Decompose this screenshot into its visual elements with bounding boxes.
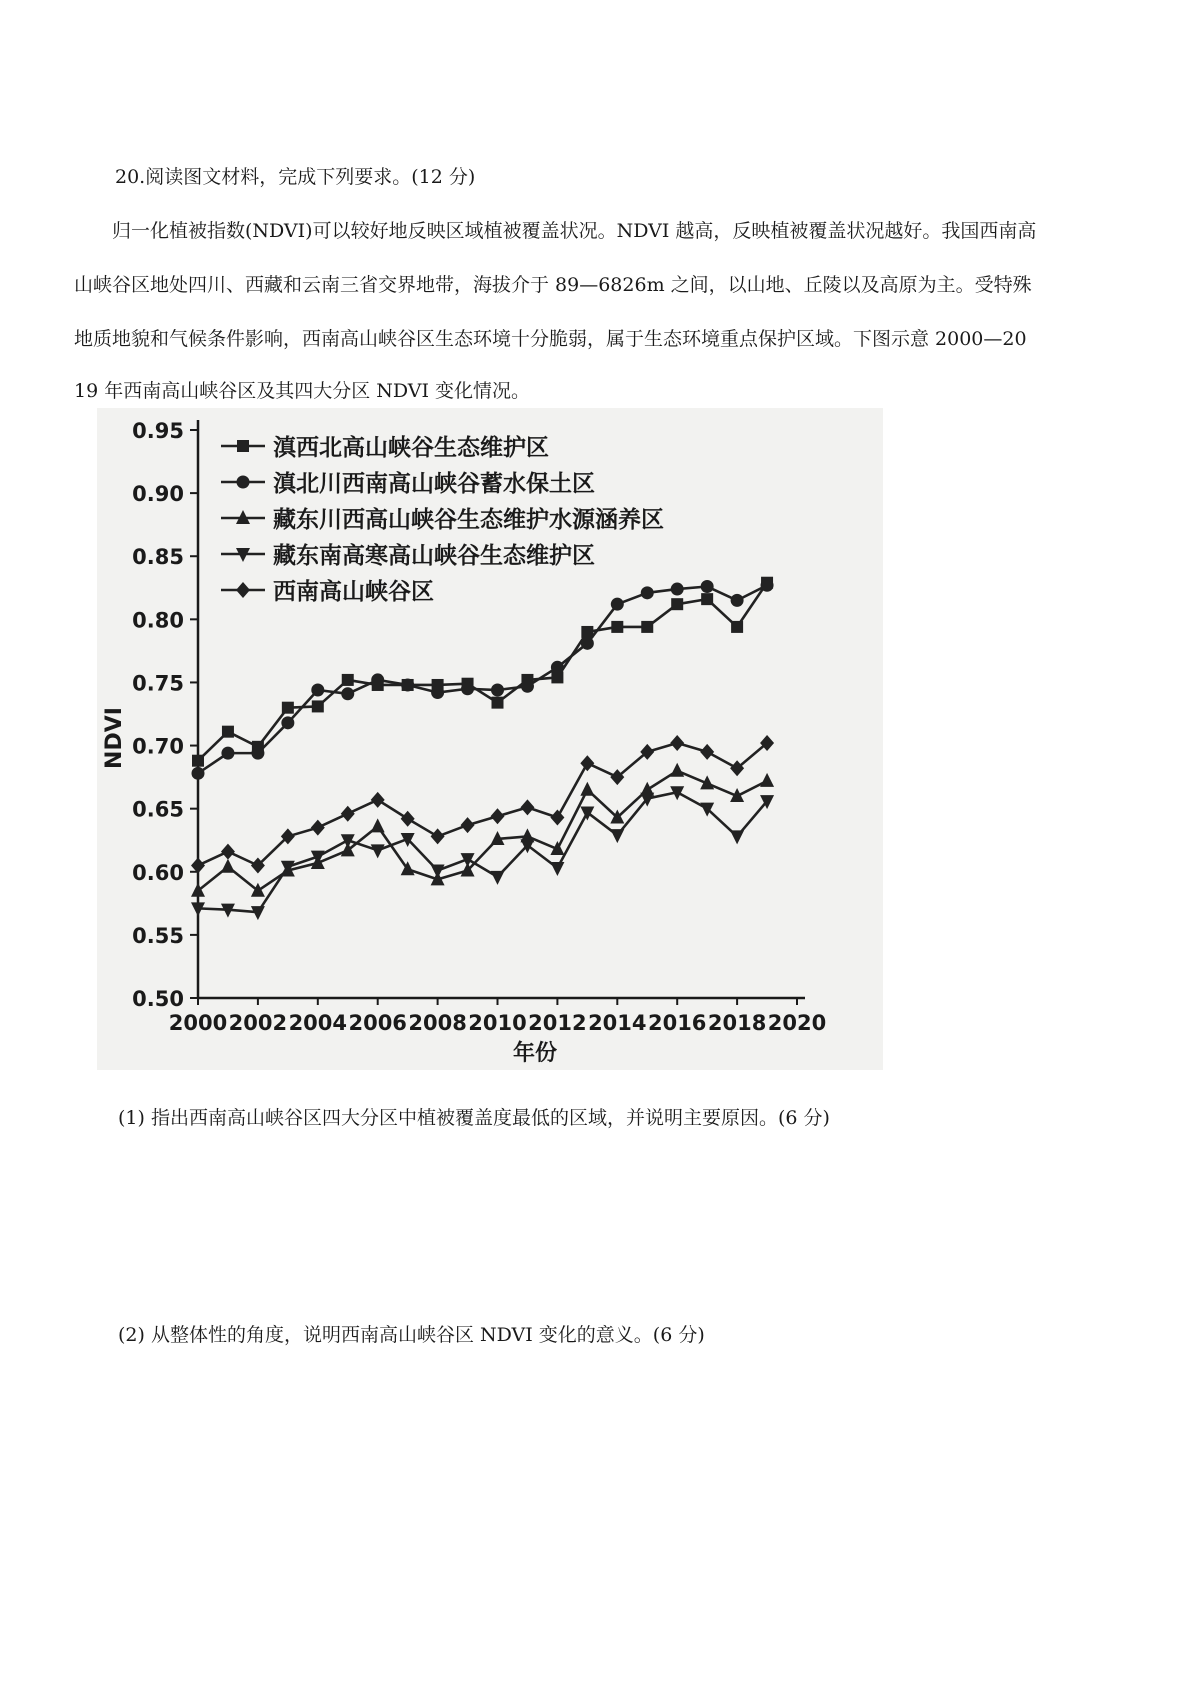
series-4-point: [550, 862, 564, 876]
series-4-point: [371, 844, 385, 858]
x-tick-label: 2016: [647, 1011, 707, 1035]
series-1-point: [492, 697, 504, 709]
y-tick-label: 0.50: [132, 987, 184, 1011]
series-3-point: [221, 859, 235, 873]
y-tick-label: 0.70: [132, 734, 184, 759]
legend-marker-2: [237, 476, 250, 489]
x-tick-label: 2010: [468, 1011, 527, 1035]
x-tick-label: 2012: [528, 1011, 587, 1035]
series-2-point: [551, 661, 564, 674]
y-tick-label: 0.80: [132, 608, 184, 633]
series-1-point: [701, 593, 713, 605]
series-4-point: [491, 871, 505, 885]
y-tick-label: 0.75: [132, 671, 184, 696]
legend-label-4: 藏东南高寒高山峡谷生态维护区: [273, 543, 595, 569]
series-1-point: [282, 702, 294, 714]
series-2-point: [371, 673, 384, 686]
series-5-point: [461, 817, 475, 833]
series-2-point: [611, 598, 624, 611]
y-tick-label: 0.60: [132, 860, 184, 885]
ndvi-line-chart: [97, 408, 883, 1070]
y-tick-label: 0.65: [132, 797, 184, 822]
series-1-point: [641, 621, 653, 633]
question-title: 20.阅读图文材料，完成下列要求。(12 分): [115, 166, 476, 188]
x-tick-label: 2018: [707, 1011, 767, 1035]
series-5-point: [700, 744, 714, 760]
series-5-point: [520, 799, 534, 815]
material-line-1: 归一化植被指数(NDVI)可以较好地反映区域植被覆盖状况。NDVI 越高，反映植被覆盖状况越好。我国西南高: [112, 220, 1037, 242]
y-tick-label: 0.55: [132, 923, 184, 948]
x-axis-label: 年份: [512, 1041, 558, 1066]
series-1-point: [312, 700, 324, 712]
x-tick-label: 2014: [588, 1011, 647, 1035]
series-1-point: [611, 621, 623, 633]
ndvi-chart-figure: [97, 408, 883, 1070]
series-3-point: [760, 773, 774, 787]
series-3-point: [670, 763, 684, 777]
legend-marker-5: [236, 582, 250, 598]
x-tick-label: 2020: [767, 1011, 827, 1035]
series-line-5: [198, 743, 767, 865]
series-4-point: [730, 830, 744, 844]
series-2-point: [581, 637, 594, 650]
legend-label-2: 滇北川西南高山峡谷蓄水保土区: [273, 471, 595, 497]
series-5-point: [311, 820, 325, 836]
series-4-point: [610, 829, 624, 843]
series-4-point: [251, 906, 265, 920]
x-tick-label: 2008: [408, 1011, 467, 1035]
series-2-point: [641, 586, 654, 599]
series-2-point: [192, 767, 205, 780]
series-5-point: [550, 810, 564, 826]
sub-question-2: (2) 从整体性的角度，说明西南高山峡谷区 NDVI 变化的意义。(6 分): [118, 1324, 705, 1346]
series-2-point: [281, 716, 294, 729]
series-5-point: [431, 828, 445, 844]
series-2-point: [761, 579, 774, 592]
series-2-point: [251, 747, 264, 760]
series-2-point: [311, 684, 324, 697]
x-tick-label: 2000: [168, 1011, 228, 1035]
series-1-point: [342, 674, 354, 686]
legend-label-1: 滇西北高山峡谷生态维护区: [273, 435, 549, 461]
series-2-point: [491, 684, 504, 697]
y-tick-label: 0.85: [132, 545, 184, 570]
series-2-point: [461, 682, 474, 695]
legend-label-3: 藏东川西高山峡谷生态维护水源涵养区: [273, 507, 664, 533]
series-1-point: [731, 621, 743, 633]
series-2-point: [221, 747, 234, 760]
series-5-point: [401, 811, 415, 827]
series-1-point: [671, 598, 683, 610]
series-2-point: [341, 687, 354, 700]
y-axis-label: NDVI: [102, 707, 127, 769]
series-2-point: [401, 678, 414, 691]
series-5-point: [670, 735, 684, 751]
y-tick-label: 0.90: [132, 482, 184, 507]
series-3-point: [580, 782, 594, 796]
material-line-4: 19 年西南高山峡谷区及其四大分区 NDVI 变化情况。: [74, 380, 531, 402]
series-1-point: [192, 755, 204, 767]
series-2-point: [671, 583, 684, 596]
series-5-point: [221, 844, 235, 860]
legend-marker-1: [237, 440, 249, 452]
y-tick-label: 0.95: [132, 419, 184, 443]
x-tick-label: 2004: [288, 1011, 348, 1035]
legend-label-5: 西南高山峡谷区: [273, 579, 434, 605]
series-2-point: [731, 594, 744, 607]
x-tick-label: 2006: [348, 1011, 407, 1035]
sub-question-1: (1) 指出西南高山峡谷区四大分区中植被覆盖度最低的区域，并说明主要原因。(6 分): [118, 1107, 830, 1129]
series-4-point: [580, 806, 594, 820]
series-5-point: [341, 806, 355, 822]
series-3-point: [191, 883, 205, 897]
chart-legend: [221, 434, 664, 605]
series-5-point: [580, 755, 594, 771]
series-2-point: [701, 580, 714, 593]
material-line-3: 地质地貌和气候条件影响，西南高山峡谷区生态环境十分脆弱，属于生态环境重点保护区域。下图示意 2000—20: [74, 328, 1027, 350]
series-5-point: [371, 792, 385, 808]
series-3-point: [251, 883, 265, 897]
series-1-point: [222, 726, 234, 738]
material-line-2: 山峡谷区地处四川、西藏和云南三省交界地带，海拔介于 89—6826m 之间，以山地、丘陵以及高原为主。受特殊: [74, 274, 1032, 296]
series-1-point: [581, 626, 593, 638]
series-2-point: [431, 686, 444, 699]
series-2-point: [521, 680, 534, 693]
series-3-point: [371, 818, 385, 832]
series-line-4: [198, 792, 767, 912]
series-5-point: [491, 808, 505, 824]
x-tick-label: 2002: [228, 1011, 288, 1035]
